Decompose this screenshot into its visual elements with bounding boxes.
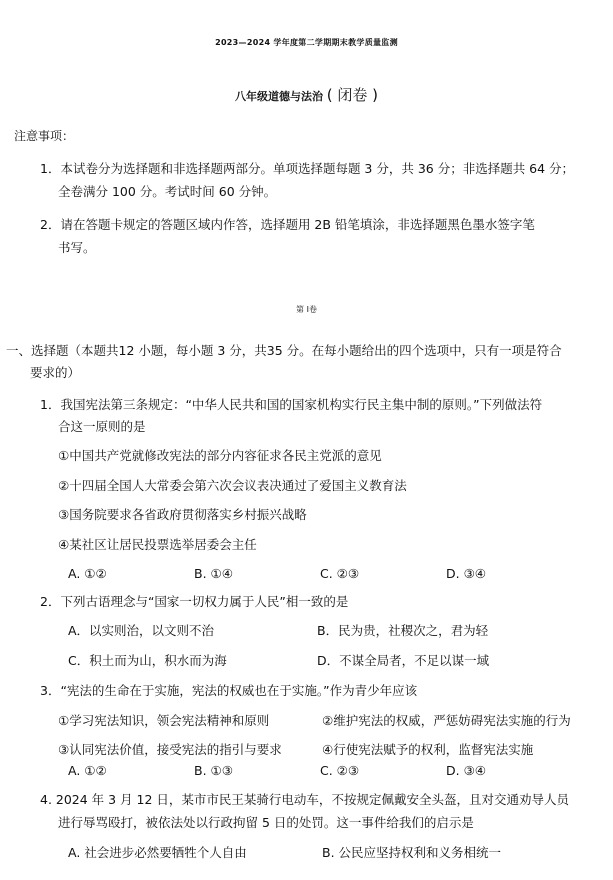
q1-statement-2: ②十四届全国人大常委会第六次会议表决通过了爱国主义教育法 bbox=[58, 478, 407, 493]
q2-stem: 2．下列古语理念与“国家一切权力属于人民”相一致的是 bbox=[40, 594, 349, 609]
q3-option-a: A. ①② bbox=[68, 763, 107, 778]
note-item-2-line-2: 书写。 bbox=[58, 240, 96, 255]
q2-option-a: A．以实则治，以文则不治 bbox=[68, 623, 215, 638]
q3-statement-3: ③认同宪法价值，接受宪法的指引与要求 bbox=[58, 742, 282, 757]
subject-note: ( 闭卷 ) bbox=[326, 86, 379, 104]
subject-name: 八年级道德与法治 bbox=[234, 90, 323, 103]
q2-option-c: C．积土而为山，积水而为海 bbox=[68, 653, 227, 668]
q3-statement-2: ②维护宪法的权威，严惩妨碍宪法实施的行为 bbox=[322, 713, 571, 728]
q3-option-c: C. ②③ bbox=[320, 763, 360, 778]
note-item-2-line-1: 2．请在答题卡规定的答题区域内作答，选择题用 2B 铅笔填涂，非选择题黑色墨水签字笔 bbox=[40, 217, 535, 232]
q4-stem-line-1: 4. 2024 年 3 月 12 日，某市市民王某骑行电动车，不按规定佩戴安全头盔，且对交通劝导人员 bbox=[40, 792, 569, 807]
q1-option-a: A. ①② bbox=[68, 566, 107, 581]
q3-statement-1: ①学习宪法知识，领会宪法精神和原则 bbox=[58, 713, 270, 728]
section-title: 第 I卷 bbox=[296, 305, 317, 314]
q1-option-b: B. ①④ bbox=[194, 566, 233, 581]
q4-option-a: A. 社会进步必然要牺牲个人自由 bbox=[68, 845, 247, 860]
q2-option-b: B．民为贵，社稷次之，君为轻 bbox=[317, 623, 489, 638]
q1-statement-4: ④某社区让居民投票选举居委会主任 bbox=[58, 537, 257, 552]
note-item-1-line-1: 1．本试卷分为选择题和非选择题两部分。单项选择题每题 3 分，共 36 分；非选择题共 64 分； bbox=[40, 161, 575, 176]
q1-statement-3: ③国务院要求各省政府贯彻落实乡村振兴战略 bbox=[58, 507, 307, 522]
q1-option-d: D. ③④ bbox=[446, 566, 486, 581]
exam-title: 2023—2024 学年度第二学期期末教学质量监测 bbox=[215, 38, 398, 47]
part1-heading-line-1: 一、选择题（本题共12 小题，每小题 3 分，共35 分。在每小题给出的四个选项中，只有一项是符合 bbox=[6, 343, 562, 358]
q4-option-b: B. 公民应坚持权利和义务相统一 bbox=[322, 845, 502, 860]
q3-statement-4: ④行使宪法赋予的权利，监督宪法实施 bbox=[322, 742, 534, 757]
q2-option-d: D．不谋全局者，不足以谋一域 bbox=[317, 653, 490, 668]
q1-stem-line-1: 1．我国宪法第三条规定：“中华人民共和国的国家机构实行民主集中制的原则。”下列做法符 bbox=[40, 397, 543, 412]
part1-heading-line-2: 要求的） bbox=[30, 365, 81, 380]
note-item-1-line-2: 全卷满分 100 分。考试时间 60 分钟。 bbox=[58, 184, 277, 199]
q3-option-d: D. ③④ bbox=[446, 763, 486, 778]
q3-stem: 3．“宪法的生命在于实施，宪法的权威也在于实施。”作为青少年应该 bbox=[40, 683, 418, 698]
q4-stem-line-2: 进行辱骂殴打，被依法处以行政拘留 5 日的处罚。这一事件给我们的启示是 bbox=[58, 815, 474, 830]
exam-subject bbox=[0, 86, 613, 104]
q1-statement-1: ①中国共产党就修改宪法的部分内容征求各民主党派的意见 bbox=[58, 448, 382, 463]
q3-option-b: B. ①③ bbox=[194, 763, 233, 778]
q1-stem-line-2: 合这一原则的是 bbox=[58, 419, 146, 434]
q1-option-c: C. ②③ bbox=[320, 566, 360, 581]
notes-heading: 注意事项： bbox=[14, 129, 75, 143]
